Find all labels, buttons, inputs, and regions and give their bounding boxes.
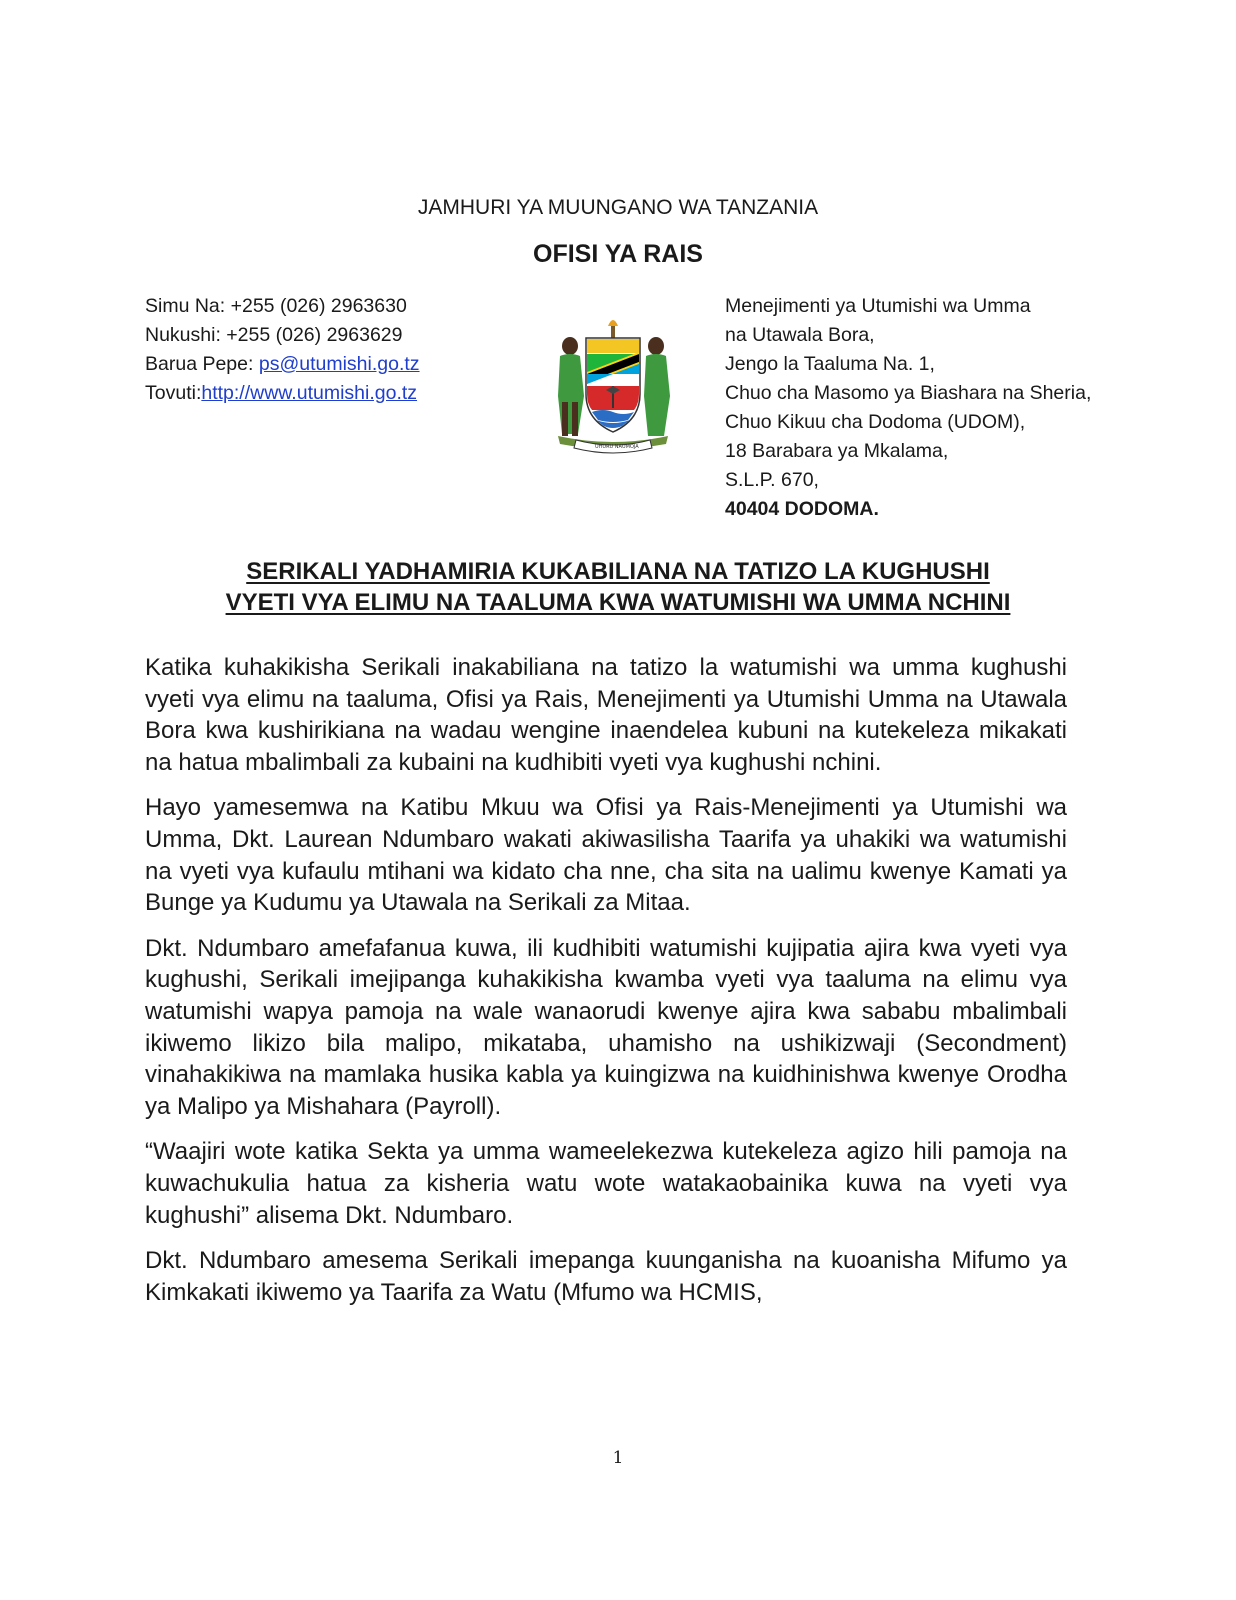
paragraph: Hayo yamesemwa na Katibu Mkuu wa Ofisi ya Rais-Menejimenti ya Utumishi wa Umma, Dkt. Laurean Ndumbaro wakati akiwasilisha Taarifa ya uhakiki wa watumishi na vyeti vya kufaulu mtihani wa kidato cha nne, cha sita na ualimu kwenye Kamati ya Bunge ya Kudumu ya Utawala na Serikali za Mitaa. [145, 794, 1067, 917]
paragraph: Dkt. Ndumbaro amesema Serikali imepanga kuunganisha na kuoanisha Mifumo ya Kimkakati ikiwemo ya Taarifa za Watu (Mfumo wa HCMIS, [145, 1247, 1067, 1306]
office-name: OFISI YA RAIS [533, 240, 703, 268]
article-body [145, 652, 1067, 1322]
email-link[interactable]: ps@utumishi.go.tz [258, 353, 420, 375]
phone-line: Simu Na: +255 (026) 2963630 [145, 295, 407, 317]
tanzania-coat-of-arms-icon [548, 316, 678, 458]
paragraph: “Waajiri wote katika Sekta ya umma wameelekezwa kutekeleza agizo hili pamoja na kuwachukulia hatua za kisheria watu wote watakaobainika kuwa na vyeti vya kughushi” alisema Dkt. Ndumbaro. [145, 1138, 1067, 1229]
headline-line-2: VYETI VYA ELIMU NA TAALUMA KWA WATUMISHI WA UMMA NCHINI [225, 589, 1011, 616]
paragraph: Dkt. Ndumbaro amefafanua kuwa, ili kudhibiti watumishi kujipatia ajira kwa vyeti vya kughushi, Serikali imejipanga kuhakikisha kwamba vyeti vya taaluma na elimu vya watumishi wapya pamoja na wale wanaorudi kwenye ajira kwa sababu mbalimbali ikiwemo likizo bila malipo, mikataba, uhamisho na ushikizwaji (Secondment) vinahakikiwa na mamlaka husika kabla ya kuingizwa na kuidhinishwa kwenye Orodha ya Malipo ya Mishahara (Payroll). [145, 934, 1067, 1120]
address-line: Chuo Kikuu cha Dodoma (UDOM), [725, 411, 1026, 433]
web-label: Tovuti: [145, 382, 202, 404]
page-number: 1 [612, 1448, 624, 1468]
address-line: Menejimenti ya Utumishi wa Umma [725, 295, 1031, 317]
email-line [145, 350, 420, 379]
press-release-headline [0, 556, 1236, 618]
address-line: Chuo cha Masomo ya Biashara na Sheria, [725, 382, 1092, 404]
svg-text:UMOJA: UMOJA [622, 444, 639, 450]
address-block [725, 292, 1091, 524]
address-line: na Utawala Bora, [725, 324, 875, 346]
address-city: 40404 DODOMA. [725, 498, 879, 520]
svg-text:UHURU NA: UHURU NA [595, 444, 622, 450]
fax-line: Nukushi: +255 (026) 2963629 [145, 324, 403, 346]
address-line: Jengo la Taaluma Na. 1, [725, 353, 935, 375]
headline-line-1: SERIKALI YADHAMIRIA KUKABILIANA NA TATIZO LA KUGHUSHI [246, 558, 990, 585]
website-link[interactable]: http://www.utumishi.go.tz [201, 382, 418, 404]
web-line [145, 379, 420, 408]
paragraph: Katika kuhakikisha Serikali inakabiliana na tatizo la watumishi wa umma kughushi vyeti vya elimu na taaluma, Ofisi ya Rais, Menejimenti ya Utumishi Umma na Utawala Bora kwa kushirikiana na wadau wengine inaendelea kubuni na kutekeleza mikakati na hatua mbalimbali za kubaini na kudhibiti vyeti vya kughushi nchini. [145, 654, 1067, 776]
address-line: S.L.P. 670, [725, 469, 819, 491]
country-name: JAMHURI YA MUUNGANO WA TANZANIA [417, 196, 819, 219]
email-label: Barua Pepe: [145, 353, 259, 375]
contact-block [145, 292, 420, 408]
address-line: 18 Barabara ya Mkalama, [725, 440, 949, 462]
